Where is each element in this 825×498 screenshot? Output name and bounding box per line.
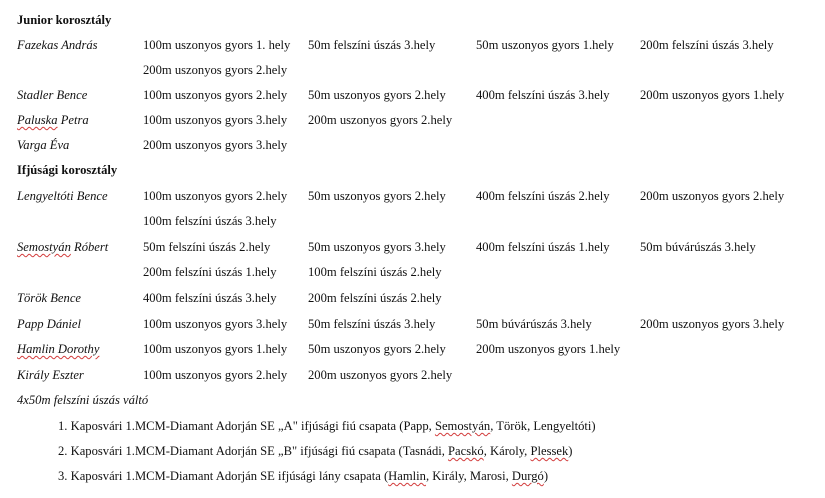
result-entry: 50m felszíni úszás 2.hely (143, 240, 271, 254)
result-entry: 200m uszonyos gyors 2.hely (308, 368, 453, 382)
result-entry: 100m felszíni úszás 2.hely (308, 265, 442, 279)
athlete-name: Stadler Bence (17, 88, 88, 102)
relay-result-2: 2. Kaposvári 1.MCM-Diamant Adorján SE „B" ifjúsági fiú csapata (Tasnádi, Pacskó, Károly, Plessek) (58, 444, 573, 458)
spellcheck-word: Semostyán (434, 419, 491, 433)
relay-result-3: 3. Kaposvári 1.MCM-Diamant Adorján SE ifjúsági lány csapata (Hamlin, Király, Marosi, Durgó) (58, 469, 549, 483)
relay-result-1: 1. Kaposvári 1.MCM-Diamant Adorján SE „A" ifjúsági fiú csapata (Papp, Semostyán, Török, Lengyeltóti) (58, 419, 596, 433)
junior-heading: Junior korosztály (17, 13, 112, 27)
result-entry: 400m felszíni úszás 1.hely (476, 240, 610, 254)
result-entry: 50m felszíni úszás 3.hely (308, 38, 436, 52)
result-entry: 400m felszíni úszás 2.hely (476, 189, 610, 203)
result-entry: 100m uszonyos gyors 3.hely (143, 317, 288, 331)
result-entry: 50m uszonyos gyors 1.hely (476, 38, 614, 52)
result-entry: 100m felszíni úszás 3.hely (143, 214, 277, 228)
athlete-name (17, 112, 89, 128)
result-entry: 50m búvárúszás 3.hely (640, 240, 756, 254)
athlete-name: Király Eszter (17, 368, 84, 382)
name-rest: Petra (57, 113, 89, 127)
result-entry: 100m uszonyos gyors 1. hely (143, 38, 291, 52)
athlete-name: Fazekas András (17, 38, 98, 52)
result-entry: 100m uszonyos gyors 2.hely (143, 189, 288, 203)
spellcheck-word: Semostyán (17, 240, 71, 254)
result-entry: 100m uszonyos gyors 2.hely (143, 88, 288, 102)
result-entry: 50m búvárúszás 3.hely (476, 317, 592, 331)
spellcheck-word: Paluska (17, 113, 58, 127)
result-entry: 200m uszonyos gyors 2.hely (143, 63, 288, 77)
result-entry: 50m uszonyos gyors 2.hely (308, 88, 446, 102)
spellcheck-word: Durgó (511, 469, 544, 483)
result-entry: 400m felszíni úszás 3.hely (143, 291, 277, 305)
result-entry: 200m uszonyos gyors 1.hely (476, 342, 621, 356)
result-entry: 200m uszonyos gyors 3.hely (143, 138, 288, 152)
athlete-name: Papp Dániel (17, 317, 82, 331)
spellcheck-word: Pacskó (448, 444, 484, 458)
result-entry: 50m uszonyos gyors 2.hely (308, 189, 446, 203)
spellcheck-word: Hamlin (388, 469, 426, 483)
result-entry: 100m uszonyos gyors 1.hely (143, 342, 288, 356)
result-entry: 50m uszonyos gyors 2.hely (308, 342, 446, 356)
athlete-name: Hamlin Dorothy (17, 342, 100, 356)
result-entry: 200m felszíni úszás 3.hely (640, 38, 774, 52)
youth-heading: Ifjúsági korosztály (17, 163, 118, 177)
result-entry: 200m uszonyos gyors 3.hely (640, 317, 785, 331)
athlete-name: Lengyeltóti Bence (17, 189, 108, 203)
result-entry: 200m uszonyos gyors 1.hely (640, 88, 785, 102)
result-entry: 100m uszonyos gyors 2.hely (143, 368, 288, 382)
result-entry: 50m felszíni úszás 3.hely (308, 317, 436, 331)
result-entry: 50m uszonyos gyors 3.hely (308, 240, 446, 254)
result-entry: 400m felszíni úszás 3.hely (476, 88, 610, 102)
result-entry: 200m felszíni úszás 2.hely (308, 291, 442, 305)
result-entry: 200m uszonyos gyors 2.hely (308, 113, 453, 127)
athlete-name: Török Bence (17, 291, 81, 305)
athlete-name (17, 239, 108, 255)
result-entry: 200m felszíni úszás 1.hely (143, 265, 277, 279)
spellcheck-word: Plessek (530, 444, 569, 458)
athlete-name: Varga Éva (17, 138, 70, 152)
relay-title: 4x50m felszíni úszás váltó (17, 393, 149, 407)
result-entry: 200m uszonyos gyors 2.hely (640, 189, 785, 203)
name-rest: Róbert (70, 240, 109, 254)
result-entry: 100m uszonyos gyors 3.hely (143, 113, 288, 127)
